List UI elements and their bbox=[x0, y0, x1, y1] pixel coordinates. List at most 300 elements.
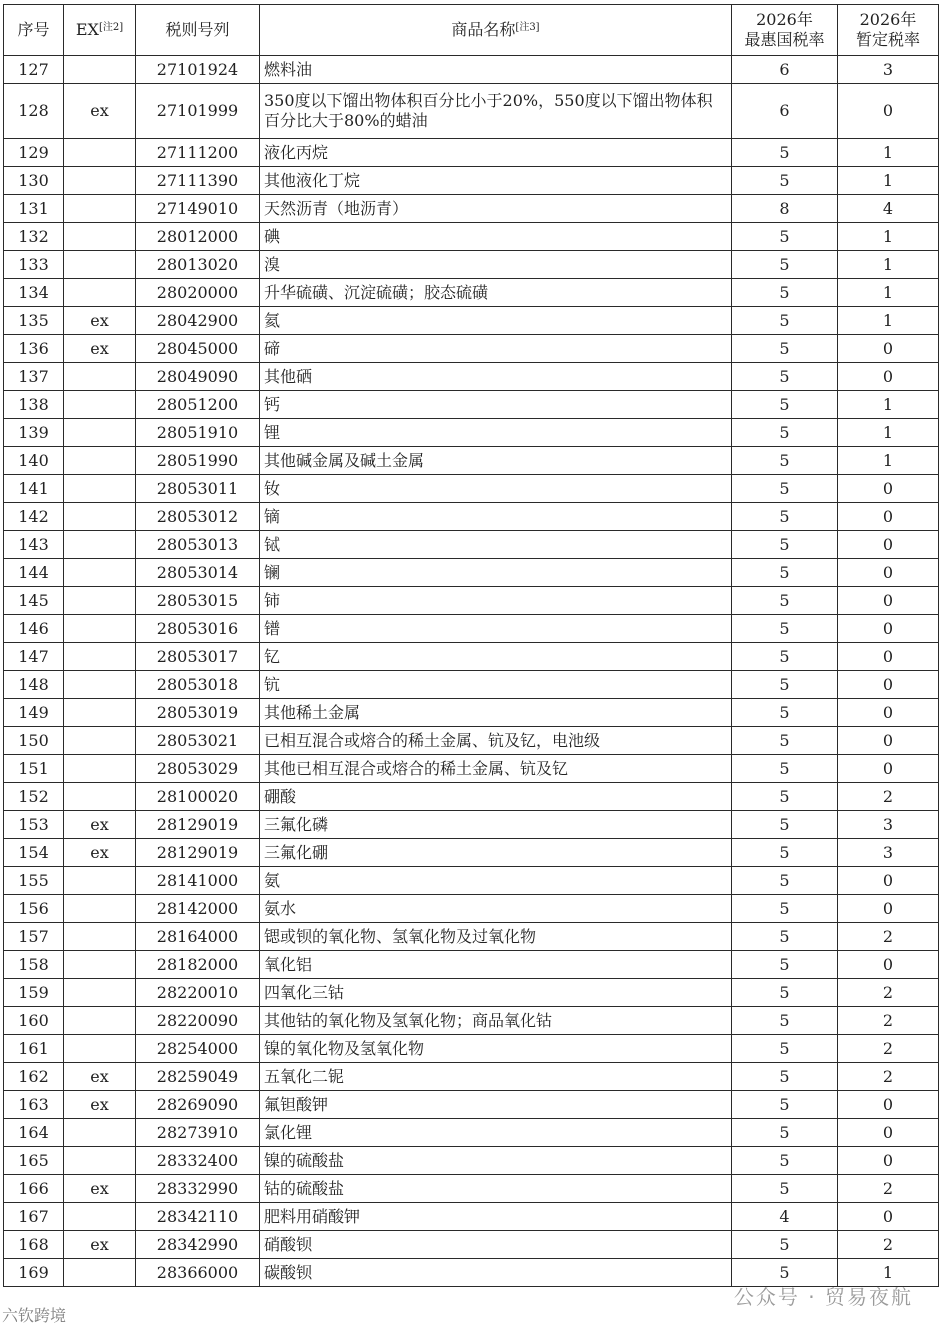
cell-seq: 169 bbox=[4, 1259, 64, 1287]
cell-seq: 144 bbox=[4, 559, 64, 587]
cell-mfn-rate: 5 bbox=[732, 167, 838, 195]
cell-seq: 167 bbox=[4, 1203, 64, 1231]
table-row bbox=[4, 279, 939, 307]
cell-provisional-rate: 1 bbox=[838, 391, 939, 419]
table-row bbox=[4, 615, 939, 643]
cell-seq: 164 bbox=[4, 1119, 64, 1147]
cell-code: 28053021 bbox=[136, 727, 260, 755]
header-name-note: [注3] bbox=[515, 22, 540, 33]
cell-ex bbox=[64, 279, 136, 307]
cell-name: 碳酸钡 bbox=[260, 1259, 732, 1287]
cell-code: 28366000 bbox=[136, 1259, 260, 1287]
cell-code: 28053014 bbox=[136, 559, 260, 587]
cell-ex: ex bbox=[64, 811, 136, 839]
table-row bbox=[4, 895, 939, 923]
cell-seq: 158 bbox=[4, 951, 64, 979]
cell-mfn-rate: 5 bbox=[732, 139, 838, 167]
table-row bbox=[4, 1203, 939, 1231]
cell-mfn-rate: 5 bbox=[732, 223, 838, 251]
cell-ex bbox=[64, 1203, 136, 1231]
cell-code: 27111200 bbox=[136, 139, 260, 167]
cell-seq: 131 bbox=[4, 195, 64, 223]
cell-seq: 143 bbox=[4, 531, 64, 559]
table-row bbox=[4, 643, 939, 671]
cell-mfn-rate: 5 bbox=[732, 643, 838, 671]
cell-ex bbox=[64, 195, 136, 223]
cell-ex bbox=[64, 1259, 136, 1287]
cell-mfn-rate: 5 bbox=[732, 1063, 838, 1091]
cell-mfn-rate: 5 bbox=[732, 811, 838, 839]
cell-name: 钴的硫酸盐 bbox=[260, 1175, 732, 1203]
table-row bbox=[4, 559, 939, 587]
cell-name: 天然沥青（地沥青） bbox=[260, 195, 732, 223]
cell-provisional-rate: 0 bbox=[838, 951, 939, 979]
cell-seq: 163 bbox=[4, 1091, 64, 1119]
header-mfn-line2: 最惠国税率 bbox=[744, 30, 825, 49]
cell-code: 28053015 bbox=[136, 587, 260, 615]
cell-provisional-rate: 2 bbox=[838, 923, 939, 951]
table-row bbox=[4, 1147, 939, 1175]
cell-name: 钪 bbox=[260, 671, 732, 699]
header-name-label: 商品名称 bbox=[451, 20, 516, 39]
table-row bbox=[4, 531, 939, 559]
cell-provisional-rate: 1 bbox=[838, 223, 939, 251]
cell-code: 28053011 bbox=[136, 475, 260, 503]
cell-code: 28220090 bbox=[136, 1007, 260, 1035]
cell-seq: 152 bbox=[4, 783, 64, 811]
cell-provisional-rate: 3 bbox=[838, 811, 939, 839]
cell-mfn-rate: 6 bbox=[732, 84, 838, 139]
cell-seq: 147 bbox=[4, 643, 64, 671]
cell-mfn-rate: 5 bbox=[732, 559, 838, 587]
table-row bbox=[4, 84, 939, 139]
cell-mfn-rate: 5 bbox=[732, 1175, 838, 1203]
header-prov-line2: 暂定税率 bbox=[855, 30, 920, 49]
cell-mfn-rate: 5 bbox=[732, 727, 838, 755]
cell-ex bbox=[64, 223, 136, 251]
header-mfn-rate bbox=[732, 5, 838, 56]
cell-ex: ex bbox=[64, 839, 136, 867]
cell-mfn-rate: 5 bbox=[732, 1091, 838, 1119]
cell-ex bbox=[64, 251, 136, 279]
cell-ex bbox=[64, 1147, 136, 1175]
cell-ex: ex bbox=[64, 335, 136, 363]
cell-seq: 161 bbox=[4, 1035, 64, 1063]
cell-mfn-rate: 5 bbox=[732, 867, 838, 895]
cell-ex: ex bbox=[64, 1063, 136, 1091]
cell-ex bbox=[64, 727, 136, 755]
table-row bbox=[4, 839, 939, 867]
cell-seq: 135 bbox=[4, 307, 64, 335]
cell-seq: 138 bbox=[4, 391, 64, 419]
cell-provisional-rate: 0 bbox=[838, 1203, 939, 1231]
cell-ex bbox=[64, 503, 136, 531]
cell-ex bbox=[64, 419, 136, 447]
cell-ex bbox=[64, 615, 136, 643]
cell-provisional-rate: 4 bbox=[838, 195, 939, 223]
table-row bbox=[4, 699, 939, 727]
cell-name: 碘 bbox=[260, 223, 732, 251]
cell-code: 28051910 bbox=[136, 419, 260, 447]
table-row bbox=[4, 335, 939, 363]
cell-code: 27111390 bbox=[136, 167, 260, 195]
cell-mfn-rate: 5 bbox=[732, 1231, 838, 1259]
cell-name: 铽 bbox=[260, 531, 732, 559]
cell-code: 27101999 bbox=[136, 84, 260, 139]
cell-provisional-rate: 0 bbox=[838, 1147, 939, 1175]
cell-ex bbox=[64, 1035, 136, 1063]
cell-mfn-rate: 5 bbox=[732, 363, 838, 391]
cell-code: 28142000 bbox=[136, 895, 260, 923]
cell-name: 硝酸钡 bbox=[260, 1231, 732, 1259]
cell-seq: 165 bbox=[4, 1147, 64, 1175]
table-row bbox=[4, 1007, 939, 1035]
cell-provisional-rate: 0 bbox=[838, 475, 939, 503]
cell-seq: 140 bbox=[4, 447, 64, 475]
cell-mfn-rate: 5 bbox=[732, 755, 838, 783]
cell-code: 28332990 bbox=[136, 1175, 260, 1203]
table-row bbox=[4, 363, 939, 391]
table-row bbox=[4, 727, 939, 755]
cell-name: 已相互混合或熔合的稀土金属、钪及钇，电池级 bbox=[260, 727, 732, 755]
cell-code: 28129019 bbox=[136, 811, 260, 839]
cell-provisional-rate: 1 bbox=[838, 251, 939, 279]
cell-code: 28051200 bbox=[136, 391, 260, 419]
cell-provisional-rate: 1 bbox=[838, 307, 939, 335]
cell-code: 28342990 bbox=[136, 1231, 260, 1259]
cell-provisional-rate: 3 bbox=[838, 839, 939, 867]
table-row bbox=[4, 671, 939, 699]
table-row bbox=[4, 503, 939, 531]
header-ex bbox=[64, 5, 136, 56]
cell-mfn-rate: 5 bbox=[732, 587, 838, 615]
cell-provisional-rate: 2 bbox=[838, 783, 939, 811]
cell-ex bbox=[64, 783, 136, 811]
cell-name: 氨 bbox=[260, 867, 732, 895]
cell-ex bbox=[64, 755, 136, 783]
cell-ex bbox=[64, 587, 136, 615]
cell-mfn-rate: 5 bbox=[732, 475, 838, 503]
cell-seq: 142 bbox=[4, 503, 64, 531]
table-row bbox=[4, 1035, 939, 1063]
cell-mfn-rate: 5 bbox=[732, 615, 838, 643]
cell-provisional-rate: 0 bbox=[838, 643, 939, 671]
cell-name: 氧化铝 bbox=[260, 951, 732, 979]
table-row bbox=[4, 139, 939, 167]
table-row bbox=[4, 1175, 939, 1203]
cell-seq: 159 bbox=[4, 979, 64, 1007]
cell-code: 28053016 bbox=[136, 615, 260, 643]
cell-provisional-rate: 0 bbox=[838, 1091, 939, 1119]
cell-name: 氦 bbox=[260, 307, 732, 335]
cell-name: 碲 bbox=[260, 335, 732, 363]
table-row bbox=[4, 811, 939, 839]
cell-name: 镍的氧化物及氢氧化物 bbox=[260, 1035, 732, 1063]
table-row bbox=[4, 783, 939, 811]
header-seq: 序号 bbox=[4, 5, 64, 56]
cell-name: 其他硒 bbox=[260, 363, 732, 391]
cell-code: 27149010 bbox=[136, 195, 260, 223]
header-prov-line1: 2026年 bbox=[859, 10, 917, 29]
cell-mfn-rate: 5 bbox=[732, 251, 838, 279]
cell-mfn-rate: 5 bbox=[732, 895, 838, 923]
cell-seq: 157 bbox=[4, 923, 64, 951]
cell-provisional-rate: 0 bbox=[838, 699, 939, 727]
cell-code: 28254000 bbox=[136, 1035, 260, 1063]
cell-ex bbox=[64, 643, 136, 671]
cell-seq: 145 bbox=[4, 587, 64, 615]
cell-name: 氟钽酸钾 bbox=[260, 1091, 732, 1119]
cell-provisional-rate: 0 bbox=[838, 559, 939, 587]
table-row bbox=[4, 447, 939, 475]
cell-code: 28051990 bbox=[136, 447, 260, 475]
header-row bbox=[4, 5, 939, 56]
cell-seq: 168 bbox=[4, 1231, 64, 1259]
cell-seq: 127 bbox=[4, 56, 64, 84]
cell-ex bbox=[64, 139, 136, 167]
cell-ex bbox=[64, 923, 136, 951]
cell-ex bbox=[64, 699, 136, 727]
header-provisional-rate bbox=[838, 5, 939, 56]
table-row bbox=[4, 1119, 939, 1147]
cell-seq: 139 bbox=[4, 419, 64, 447]
cell-mfn-rate: 5 bbox=[732, 447, 838, 475]
cell-code: 28269090 bbox=[136, 1091, 260, 1119]
watermark-account: 公众号 · 贸易夜航 bbox=[733, 1285, 913, 1309]
cell-name: 350度以下馏出物体积百分比小于20%，550度以下馏出物体积百分比大于80%的蜡油 bbox=[260, 84, 732, 139]
table-row bbox=[4, 251, 939, 279]
cell-mfn-rate: 5 bbox=[732, 1119, 838, 1147]
table-row bbox=[4, 979, 939, 1007]
table-row bbox=[4, 755, 939, 783]
table-row bbox=[4, 1231, 939, 1259]
cell-mfn-rate: 5 bbox=[732, 923, 838, 951]
cell-mfn-rate: 5 bbox=[732, 1147, 838, 1175]
cell-provisional-rate: 2 bbox=[838, 1231, 939, 1259]
cell-ex bbox=[64, 391, 136, 419]
cell-name: 镨 bbox=[260, 615, 732, 643]
cell-mfn-rate: 5 bbox=[732, 335, 838, 363]
cell-provisional-rate: 0 bbox=[838, 363, 939, 391]
cell-seq: 133 bbox=[4, 251, 64, 279]
table-row bbox=[4, 56, 939, 84]
cell-seq: 141 bbox=[4, 475, 64, 503]
cell-mfn-rate: 5 bbox=[732, 951, 838, 979]
cell-provisional-rate: 0 bbox=[838, 671, 939, 699]
table-row bbox=[4, 923, 939, 951]
cell-code: 28049090 bbox=[136, 363, 260, 391]
cell-provisional-rate: 0 bbox=[838, 727, 939, 755]
cell-ex bbox=[64, 979, 136, 1007]
cell-code: 28053017 bbox=[136, 643, 260, 671]
table-row bbox=[4, 867, 939, 895]
cell-name: 三氟化硼 bbox=[260, 839, 732, 867]
header-code: 税则号列 bbox=[136, 5, 260, 56]
cell-name: 溴 bbox=[260, 251, 732, 279]
cell-name: 液化丙烷 bbox=[260, 139, 732, 167]
table-row bbox=[4, 1091, 939, 1119]
header-ex-label: EX bbox=[75, 20, 99, 39]
cell-code: 28182000 bbox=[136, 951, 260, 979]
cell-seq: 166 bbox=[4, 1175, 64, 1203]
cell-code: 28053019 bbox=[136, 699, 260, 727]
cell-name: 氯化锂 bbox=[260, 1119, 732, 1147]
cell-name: 镍的硫酸盐 bbox=[260, 1147, 732, 1175]
cell-mfn-rate: 5 bbox=[732, 839, 838, 867]
cell-name: 氨水 bbox=[260, 895, 732, 923]
cell-name: 镝 bbox=[260, 503, 732, 531]
cell-provisional-rate: 0 bbox=[838, 1119, 939, 1147]
cell-code: 28053012 bbox=[136, 503, 260, 531]
cell-name: 燃料油 bbox=[260, 56, 732, 84]
cell-seq: 153 bbox=[4, 811, 64, 839]
table-row bbox=[4, 167, 939, 195]
cell-provisional-rate: 1 bbox=[838, 1259, 939, 1287]
cell-ex: ex bbox=[64, 1091, 136, 1119]
cell-code: 28045000 bbox=[136, 335, 260, 363]
cell-seq: 155 bbox=[4, 867, 64, 895]
cell-ex bbox=[64, 56, 136, 84]
cell-seq: 162 bbox=[4, 1063, 64, 1091]
table-row bbox=[4, 223, 939, 251]
cell-mfn-rate: 5 bbox=[732, 279, 838, 307]
cell-name: 其他液化丁烷 bbox=[260, 167, 732, 195]
cell-name: 升华硫磺、沉淀硫磺；胶态硫磺 bbox=[260, 279, 732, 307]
cell-provisional-rate: 0 bbox=[838, 335, 939, 363]
cell-code: 28053013 bbox=[136, 531, 260, 559]
table-row bbox=[4, 587, 939, 615]
cell-seq: 156 bbox=[4, 895, 64, 923]
cell-seq: 149 bbox=[4, 699, 64, 727]
cell-name: 镧 bbox=[260, 559, 732, 587]
cell-code: 28053029 bbox=[136, 755, 260, 783]
cell-provisional-rate: 2 bbox=[838, 1007, 939, 1035]
cell-seq: 132 bbox=[4, 223, 64, 251]
header-mfn-line1: 2026年 bbox=[756, 10, 813, 29]
cell-provisional-rate: 2 bbox=[838, 1175, 939, 1203]
cell-mfn-rate: 5 bbox=[732, 1035, 838, 1063]
cell-seq: 130 bbox=[4, 167, 64, 195]
cell-name: 其他钴的氧化物及氢氧化物；商品氧化钴 bbox=[260, 1007, 732, 1035]
cell-provisional-rate: 0 bbox=[838, 895, 939, 923]
cell-provisional-rate: 2 bbox=[838, 1035, 939, 1063]
table-row bbox=[4, 475, 939, 503]
table-row bbox=[4, 307, 939, 335]
cell-seq: 134 bbox=[4, 279, 64, 307]
cell-code: 28129019 bbox=[136, 839, 260, 867]
table-row bbox=[4, 391, 939, 419]
cell-provisional-rate: 1 bbox=[838, 419, 939, 447]
cell-name: 铈 bbox=[260, 587, 732, 615]
cell-seq: 129 bbox=[4, 139, 64, 167]
cell-code: 28013020 bbox=[136, 251, 260, 279]
cell-ex bbox=[64, 671, 136, 699]
cell-name: 其他已相互混合或熔合的稀土金属、钪及钇 bbox=[260, 755, 732, 783]
cell-ex: ex bbox=[64, 307, 136, 335]
cell-provisional-rate: 1 bbox=[838, 447, 939, 475]
cell-provisional-rate: 0 bbox=[838, 867, 939, 895]
cell-seq: 151 bbox=[4, 755, 64, 783]
cell-name: 三氟化磷 bbox=[260, 811, 732, 839]
cell-mfn-rate: 5 bbox=[732, 1007, 838, 1035]
cell-ex: ex bbox=[64, 1175, 136, 1203]
cell-code: 28332400 bbox=[136, 1147, 260, 1175]
cell-seq: 150 bbox=[4, 727, 64, 755]
cell-code: 28042900 bbox=[136, 307, 260, 335]
table-row bbox=[4, 951, 939, 979]
cell-code: 28273910 bbox=[136, 1119, 260, 1147]
table-row bbox=[4, 1063, 939, 1091]
cell-name: 肥料用硝酸钾 bbox=[260, 1203, 732, 1231]
cell-code: 28020000 bbox=[136, 279, 260, 307]
cell-ex bbox=[64, 1007, 136, 1035]
cell-ex: ex bbox=[64, 84, 136, 139]
cell-code: 28220010 bbox=[136, 979, 260, 1007]
cell-mfn-rate: 6 bbox=[732, 56, 838, 84]
cell-seq: 146 bbox=[4, 615, 64, 643]
table-row bbox=[4, 195, 939, 223]
cell-seq: 137 bbox=[4, 363, 64, 391]
cell-ex bbox=[64, 1119, 136, 1147]
cell-provisional-rate: 0 bbox=[838, 755, 939, 783]
cell-ex bbox=[64, 559, 136, 587]
cell-provisional-rate: 0 bbox=[838, 615, 939, 643]
cell-ex: ex bbox=[64, 1231, 136, 1259]
cell-ex bbox=[64, 867, 136, 895]
cell-name: 锂 bbox=[260, 419, 732, 447]
cell-code: 28141000 bbox=[136, 867, 260, 895]
cell-provisional-rate: 1 bbox=[838, 279, 939, 307]
cell-mfn-rate: 5 bbox=[732, 531, 838, 559]
cell-code: 28164000 bbox=[136, 923, 260, 951]
cell-code: 28053018 bbox=[136, 671, 260, 699]
table-body bbox=[4, 56, 939, 1287]
cell-code: 28259049 bbox=[136, 1063, 260, 1091]
cell-mfn-rate: 5 bbox=[732, 979, 838, 1007]
cell-provisional-rate: 2 bbox=[838, 979, 939, 1007]
cell-mfn-rate: 5 bbox=[732, 1259, 838, 1287]
cell-seq: 148 bbox=[4, 671, 64, 699]
cell-ex bbox=[64, 475, 136, 503]
cell-provisional-rate: 0 bbox=[838, 531, 939, 559]
cell-ex bbox=[64, 951, 136, 979]
cell-mfn-rate: 5 bbox=[732, 699, 838, 727]
cell-mfn-rate: 5 bbox=[732, 503, 838, 531]
header-name bbox=[260, 5, 732, 56]
cell-name: 锶或钡的氧化物、氢氧化物及过氧化物 bbox=[260, 923, 732, 951]
cell-ex bbox=[64, 167, 136, 195]
cell-mfn-rate: 5 bbox=[732, 783, 838, 811]
cell-provisional-rate: 3 bbox=[838, 56, 939, 84]
cell-ex bbox=[64, 447, 136, 475]
cell-ex bbox=[64, 363, 136, 391]
cell-mfn-rate: 8 bbox=[732, 195, 838, 223]
cell-name: 其他碱金属及碱土金属 bbox=[260, 447, 732, 475]
cell-mfn-rate: 4 bbox=[732, 1203, 838, 1231]
header-ex-note: [注2] bbox=[98, 22, 124, 33]
cell-code: 27101924 bbox=[136, 56, 260, 84]
cell-mfn-rate: 5 bbox=[732, 391, 838, 419]
cell-provisional-rate: 0 bbox=[838, 587, 939, 615]
cell-mfn-rate: 5 bbox=[732, 419, 838, 447]
cell-name: 钇 bbox=[260, 643, 732, 671]
cell-name: 其他稀土金属 bbox=[260, 699, 732, 727]
cell-code: 28342110 bbox=[136, 1203, 260, 1231]
cell-mfn-rate: 5 bbox=[732, 671, 838, 699]
tariff-table bbox=[3, 4, 939, 1287]
cell-provisional-rate: 0 bbox=[838, 503, 939, 531]
cell-mfn-rate: 5 bbox=[732, 307, 838, 335]
